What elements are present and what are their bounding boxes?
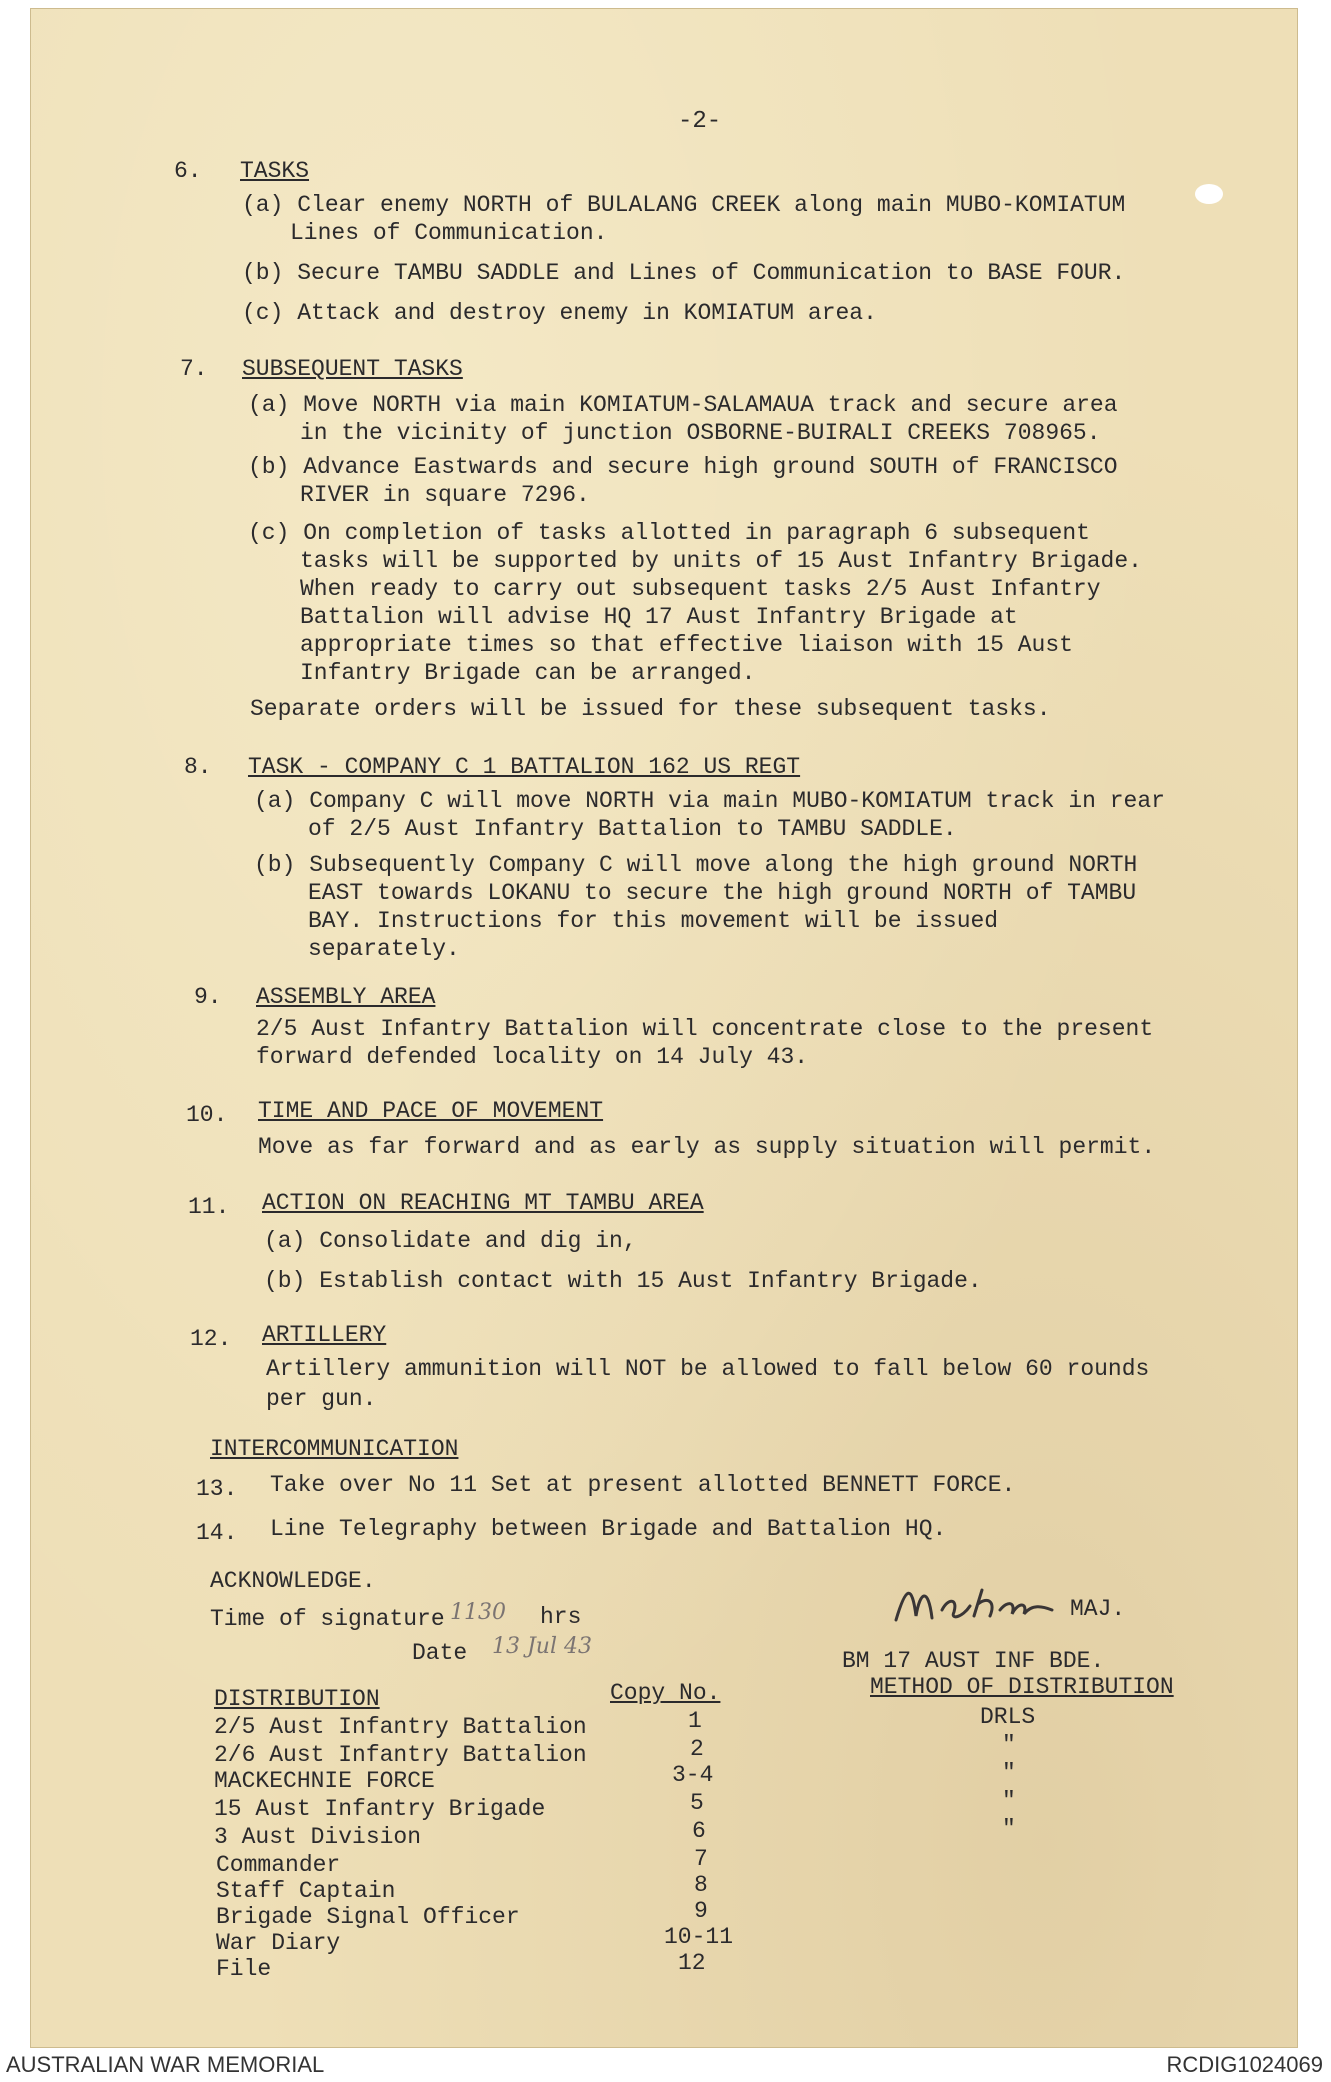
para-12-line2: per gun.	[266, 1386, 377, 1412]
dist-row-2-copy: 2	[690, 1736, 704, 1762]
para-14-text: Line Telegraphy between Brigade and Battalion HQ.	[270, 1516, 947, 1542]
para-9-line1: 2/5 Aust Infantry Battalion will concentrate close to the present	[256, 1016, 1154, 1042]
acknowledge-text: ACKNOWLEDGE.	[210, 1568, 376, 1594]
para-8b-line4: separately.	[308, 936, 460, 962]
para-10-heading: TIME AND PACE OF MOVEMENT	[258, 1098, 604, 1124]
para-7-note: Separate orders will be issued for these subsequent tasks.	[250, 696, 1051, 722]
dist-row-4-method: "	[1002, 1788, 1016, 1814]
dist-row-3-name: MACKECHNIE FORCE	[214, 1768, 435, 1794]
para-11b: (b) Establish contact with 15 Aust Infantry Brigade.	[264, 1268, 982, 1294]
para-7c-line2: tasks will be supported by units of 15 Aust Infantry Brigade.	[300, 548, 1142, 574]
document-page	[30, 8, 1298, 2048]
para-7c-line5: appropriate times so that effective liaison with 15 Aust	[300, 632, 1073, 658]
para-12-number: 12.	[190, 1326, 232, 1352]
dist-row-9-name: War Diary	[216, 1930, 341, 1956]
para-7a-line2: in the vicinity of junction OSBORNE-BUIRALI CREEKS 708965.	[300, 420, 1101, 446]
para-10-number: 10.	[186, 1102, 228, 1128]
para-7c-line1: (c) On completion of tasks allotted in paragraph 6 subsequent	[248, 520, 1090, 546]
dist-row-4-copy: 5	[690, 1790, 704, 1816]
dist-row-4-name: 15 Aust Infantry Brigade	[214, 1796, 546, 1822]
dist-row-2-name: 2/6 Aust Infantry Battalion	[214, 1742, 587, 1768]
para-7-heading: SUBSEQUENT TASKS	[242, 356, 463, 382]
para-8a-line2: of 2/5 Aust Infantry Battalion to TAMBU SADDLE.	[308, 816, 957, 842]
dist-row-8-name: Brigade Signal Officer	[216, 1904, 520, 1930]
dist-row-7-copy: 8	[694, 1872, 708, 1898]
date-label: Date	[412, 1640, 468, 1666]
para-11-heading: ACTION ON REACHING MT TAMBU AREA	[262, 1190, 704, 1216]
dist-row-6-copy: 7	[694, 1846, 708, 1872]
dist-row-1-copy: 1	[688, 1708, 702, 1734]
dist-row-7-name: Staff Captain	[216, 1878, 396, 1904]
para-8a-line1: (a) Company C will move NORTH via main MUBO-KOMIATUM track in rear	[254, 788, 1165, 814]
page-number: -2-	[678, 108, 722, 135]
para-7-number: 7.	[180, 356, 208, 382]
copy-no-heading: Copy No.	[610, 1680, 721, 1706]
footer-record-id: RCDIG1024069	[1166, 2052, 1323, 2077]
para-10-line1: Move as far forward and as early as supply situation will permit.	[258, 1134, 1156, 1160]
para-12-line1: Artillery ammunition will NOT be allowed to fall below 60 rounds	[266, 1356, 1150, 1382]
para-9-number: 9.	[194, 984, 222, 1010]
dist-row-3-method: "	[1002, 1760, 1016, 1786]
dist-row-1-method: DRLS	[980, 1704, 1036, 1730]
dist-row-1-name: 2/5 Aust Infantry Battalion	[214, 1714, 587, 1740]
para-6-heading: TASKS	[240, 158, 310, 184]
dist-row-5-method: "	[1002, 1816, 1016, 1842]
date-value: 13 Jul 43	[492, 1634, 592, 1659]
para-7b-line1: (b) Advance Eastwards and secure high ground SOUTH of FRANCISCO	[248, 454, 1118, 480]
dist-row-10-copy: 12	[678, 1950, 706, 1976]
dist-row-10-name: File	[216, 1956, 272, 1982]
para-6c: (c) Attack and destroy enemy in KOMIATUM area.	[242, 300, 877, 326]
dist-row-5-name: 3 Aust Division	[214, 1824, 422, 1850]
para-6a-line2: Lines of Communication.	[290, 220, 608, 246]
dist-row-2-method: "	[1002, 1732, 1016, 1758]
para-6a-line1: (a) Clear enemy NORTH of BULALANG CREEK along main MUBO-KOMIATUM	[242, 192, 1126, 218]
dist-row-6-name: Commander	[216, 1852, 341, 1878]
para-8b-line1: (b) Subsequently Company C will move along the high ground NORTH	[254, 852, 1138, 878]
para-11-number: 11.	[188, 1194, 230, 1220]
para-13-text: Take over No 11 Set at present allotted BENNETT FORCE.	[270, 1472, 1016, 1498]
para-6-number: 6.	[174, 158, 202, 184]
dist-row-8-copy: 9	[694, 1898, 708, 1924]
para-8b-line2: EAST towards LOKANU to secure the high ground NORTH of TAMBU	[308, 880, 1137, 906]
para-8-heading: TASK - COMPANY C 1 BATTALION 162 US REGT	[248, 754, 801, 780]
para-7c-line4: Battalion will advise HQ 17 Aust Infantry Brigade at	[300, 604, 1018, 630]
para-13-number: 13.	[196, 1476, 238, 1502]
para-11a: (a) Consolidate and dig in,	[264, 1228, 637, 1254]
para-9-line2: forward defended locality on 14 July 43.	[256, 1044, 809, 1070]
time-of-signature-unit: hrs	[540, 1604, 582, 1630]
signature-title: BM 17 AUST INF BDE.	[842, 1648, 1105, 1674]
time-of-signature-label: Time of signature	[210, 1606, 445, 1632]
dist-row-5-copy: 6	[692, 1818, 706, 1844]
para-14-number: 14.	[196, 1520, 238, 1546]
dist-row-3-copy: 3-4	[672, 1762, 714, 1788]
distribution-heading: DISTRIBUTION	[214, 1686, 380, 1712]
para-7b-line2: RIVER in square 7296.	[300, 482, 590, 508]
time-of-signature-value: 1130	[450, 1600, 506, 1625]
para-7c-line6: Infantry Brigade can be arranged.	[300, 660, 756, 686]
dist-row-9-copy: 10-11	[664, 1924, 734, 1950]
punch-hole	[1195, 184, 1223, 204]
para-6b: (b) Secure TAMBU SADDLE and Lines of Communication to BASE FOUR.	[242, 260, 1126, 286]
para-8b-line3: BAY. Instructions for this movement will be issued	[308, 908, 999, 934]
method-heading: METHOD OF DISTRIBUTION	[870, 1674, 1174, 1700]
para-7c-line3: When ready to carry out subsequent tasks 2/5 Aust Infantry	[300, 576, 1101, 602]
intercom-heading: INTERCOMMUNICATION	[210, 1436, 459, 1462]
footer-institution: AUSTRALIAN WAR MEMORIAL	[6, 2052, 325, 2077]
para-7a-line1: (a) Move NORTH via main KOMIATUM-SALAMAUA track and secure area	[248, 392, 1118, 418]
para-12-heading: ARTILLERY	[262, 1322, 387, 1348]
para-8-number: 8.	[184, 754, 212, 780]
para-9-heading: ASSEMBLY AREA	[256, 984, 436, 1010]
signature-rank: MAJ.	[1070, 1596, 1126, 1622]
